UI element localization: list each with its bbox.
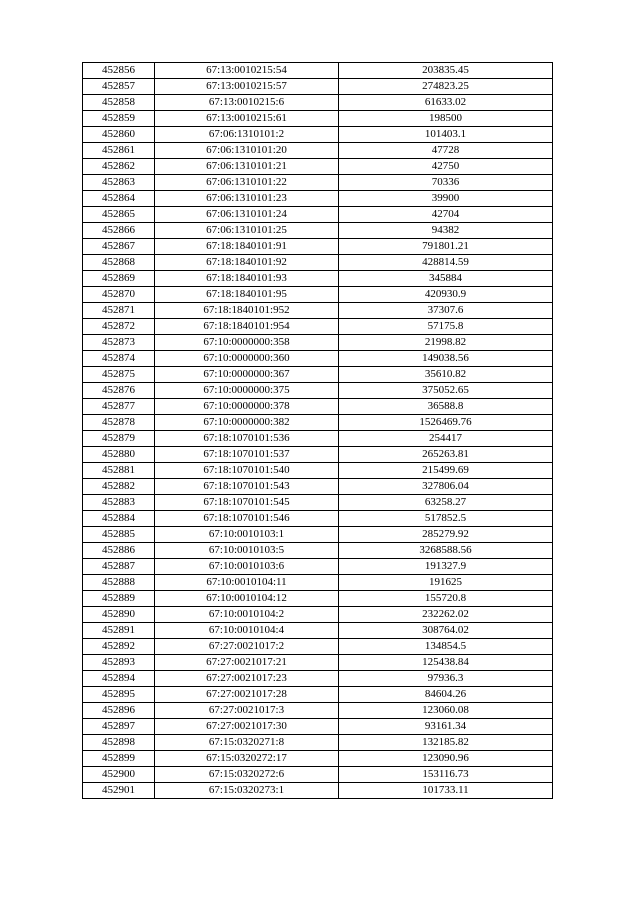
cadastral-number-cell: 67:10:0010104:2 <box>155 607 339 623</box>
cadastral-number-cell: 67:06:1310101:22 <box>155 175 339 191</box>
value-cell: 517852.5 <box>339 511 553 527</box>
value-cell: 308764.02 <box>339 623 553 639</box>
value-cell: 123060.08 <box>339 703 553 719</box>
table-row <box>83 335 553 351</box>
table-row <box>83 431 553 447</box>
row-number-cell: 452863 <box>83 175 155 191</box>
value-cell: 35610.82 <box>339 367 553 383</box>
table-row <box>83 463 553 479</box>
cadastral-number-cell: 67:13:0010215:61 <box>155 111 339 127</box>
row-number-cell: 452889 <box>83 591 155 607</box>
row-number-cell: 452871 <box>83 303 155 319</box>
row-number-cell: 452880 <box>83 447 155 463</box>
cadastral-number-cell: 67:18:1840101:954 <box>155 319 339 335</box>
cadastral-number-cell: 67:18:1070101:540 <box>155 463 339 479</box>
value-cell: 791801.21 <box>339 239 553 255</box>
value-cell: 134854.5 <box>339 639 553 655</box>
cadastral-number-cell: 67:15:0320271:8 <box>155 735 339 751</box>
table-row <box>83 479 553 495</box>
value-cell: 215499.69 <box>339 463 553 479</box>
table-row <box>83 255 553 271</box>
table-row <box>83 655 553 671</box>
value-cell: 42704 <box>339 207 553 223</box>
cadastral-number-cell: 67:13:0010215:54 <box>155 63 339 79</box>
row-number-cell: 452884 <box>83 511 155 527</box>
cadastral-number-cell: 67:18:1840101:95 <box>155 287 339 303</box>
cadastral-number-cell: 67:10:0010103:6 <box>155 559 339 575</box>
value-cell: 132185.82 <box>339 735 553 751</box>
row-number-cell: 452885 <box>83 527 155 543</box>
value-cell: 125438.84 <box>339 655 553 671</box>
row-number-cell: 452873 <box>83 335 155 351</box>
value-cell: 191625 <box>339 575 553 591</box>
value-cell: 61633.02 <box>339 95 553 111</box>
value-cell: 375052.65 <box>339 383 553 399</box>
row-number-cell: 452875 <box>83 367 155 383</box>
table-row <box>83 159 553 175</box>
row-number-cell: 452881 <box>83 463 155 479</box>
value-cell: 232262.02 <box>339 607 553 623</box>
row-number-cell: 452856 <box>83 63 155 79</box>
row-number-cell: 452866 <box>83 223 155 239</box>
table-row <box>83 239 553 255</box>
value-cell: 39900 <box>339 191 553 207</box>
table-row <box>83 671 553 687</box>
row-number-cell: 452887 <box>83 559 155 575</box>
value-cell: 285279.92 <box>339 527 553 543</box>
cadastral-number-cell: 67:27:0021017:3 <box>155 703 339 719</box>
value-cell: 3268588.56 <box>339 543 553 559</box>
cadastral-number-cell: 67:18:1070101:546 <box>155 511 339 527</box>
cadastral-number-cell: 67:27:0021017:28 <box>155 687 339 703</box>
table-row <box>83 79 553 95</box>
cadastral-number-cell: 67:18:1840101:93 <box>155 271 339 287</box>
value-cell: 274823.25 <box>339 79 553 95</box>
cadastral-number-cell: 67:18:1070101:537 <box>155 447 339 463</box>
value-cell: 57175.8 <box>339 319 553 335</box>
row-number-cell: 452898 <box>83 735 155 751</box>
cadastral-number-cell: 67:18:1840101:952 <box>155 303 339 319</box>
table-row <box>83 143 553 159</box>
table-row <box>83 175 553 191</box>
table-row <box>83 591 553 607</box>
row-number-cell: 452879 <box>83 431 155 447</box>
value-cell: 153116.73 <box>339 767 553 783</box>
cadastral-number-cell: 67:27:0021017:23 <box>155 671 339 687</box>
table-row <box>83 111 553 127</box>
cadastral-number-cell: 67:15:0320273:1 <box>155 783 339 799</box>
value-cell: 93161.34 <box>339 719 553 735</box>
cadastral-number-cell: 67:06:1310101:23 <box>155 191 339 207</box>
cadastral-number-cell: 67:10:0010104:11 <box>155 575 339 591</box>
value-cell: 63258.27 <box>339 495 553 511</box>
row-number-cell: 452883 <box>83 495 155 511</box>
value-cell: 327806.04 <box>339 479 553 495</box>
cadastral-number-cell: 67:10:0010103:5 <box>155 543 339 559</box>
row-number-cell: 452896 <box>83 703 155 719</box>
cadastral-number-cell: 67:13:0010215:57 <box>155 79 339 95</box>
row-number-cell: 452862 <box>83 159 155 175</box>
table-row <box>83 735 553 751</box>
row-number-cell: 452897 <box>83 719 155 735</box>
table-row <box>83 511 553 527</box>
value-cell: 265263.81 <box>339 447 553 463</box>
cadastral-number-cell: 67:18:1070101:543 <box>155 479 339 495</box>
cadastral-number-cell: 67:06:1310101:24 <box>155 207 339 223</box>
row-number-cell: 452895 <box>83 687 155 703</box>
value-cell: 101403.1 <box>339 127 553 143</box>
table-row <box>83 447 553 463</box>
table-row <box>83 415 553 431</box>
cadastral-number-cell: 67:06:1310101:25 <box>155 223 339 239</box>
table-row <box>83 351 553 367</box>
table-row <box>83 287 553 303</box>
row-number-cell: 452900 <box>83 767 155 783</box>
value-cell: 191327.9 <box>339 559 553 575</box>
row-number-cell: 452877 <box>83 399 155 415</box>
cadastral-number-cell: 67:15:0320272:6 <box>155 767 339 783</box>
table-row <box>83 127 553 143</box>
row-number-cell: 452874 <box>83 351 155 367</box>
value-cell: 428814.59 <box>339 255 553 271</box>
value-cell: 123090.96 <box>339 751 553 767</box>
row-number-cell: 452867 <box>83 239 155 255</box>
value-cell: 97936.3 <box>339 671 553 687</box>
value-cell: 345884 <box>339 271 553 287</box>
table-row <box>83 623 553 639</box>
value-cell: 42750 <box>339 159 553 175</box>
table-row <box>83 719 553 735</box>
cadastral-number-cell: 67:13:0010215:6 <box>155 95 339 111</box>
value-cell: 70336 <box>339 175 553 191</box>
row-number-cell: 452868 <box>83 255 155 271</box>
table-body <box>83 63 553 799</box>
cadastral-number-cell: 67:10:0000000:358 <box>155 335 339 351</box>
value-cell: 101733.11 <box>339 783 553 799</box>
table-row <box>83 527 553 543</box>
row-number-cell: 452878 <box>83 415 155 431</box>
cadastral-number-cell: 67:10:0000000:367 <box>155 367 339 383</box>
cadastral-number-cell: 67:15:0320272:17 <box>155 751 339 767</box>
row-number-cell: 452890 <box>83 607 155 623</box>
row-number-cell: 452860 <box>83 127 155 143</box>
cadastral-number-cell: 67:27:0021017:21 <box>155 655 339 671</box>
value-cell: 47728 <box>339 143 553 159</box>
row-number-cell: 452872 <box>83 319 155 335</box>
cadastral-number-cell: 67:06:1310101:21 <box>155 159 339 175</box>
value-cell: 155720.8 <box>339 591 553 607</box>
cadastral-number-cell: 67:10:0000000:360 <box>155 351 339 367</box>
cadastral-number-cell: 67:18:1840101:92 <box>155 255 339 271</box>
cadastral-number-cell: 67:10:0000000:378 <box>155 399 339 415</box>
row-number-cell: 452857 <box>83 79 155 95</box>
value-cell: 420930.9 <box>339 287 553 303</box>
cadastral-number-cell: 67:18:1070101:536 <box>155 431 339 447</box>
value-cell: 84604.26 <box>339 687 553 703</box>
table-row <box>83 367 553 383</box>
table-row <box>83 271 553 287</box>
row-number-cell: 452858 <box>83 95 155 111</box>
cadastral-number-cell: 67:10:0010103:1 <box>155 527 339 543</box>
row-number-cell: 452901 <box>83 783 155 799</box>
table-row <box>83 783 553 799</box>
row-number-cell: 452864 <box>83 191 155 207</box>
row-number-cell: 452899 <box>83 751 155 767</box>
table-row <box>83 63 553 79</box>
value-cell: 94382 <box>339 223 553 239</box>
row-number-cell: 452861 <box>83 143 155 159</box>
row-number-cell: 452882 <box>83 479 155 495</box>
cadastral-number-cell: 67:10:0000000:382 <box>155 415 339 431</box>
row-number-cell: 452859 <box>83 111 155 127</box>
cadastral-number-cell: 67:27:0021017:2 <box>155 639 339 655</box>
table-row <box>83 687 553 703</box>
table-row <box>83 223 553 239</box>
table-row <box>83 703 553 719</box>
table-row <box>83 639 553 655</box>
data-table <box>82 62 553 799</box>
table-row <box>83 543 553 559</box>
table-row <box>83 319 553 335</box>
table-row <box>83 767 553 783</box>
cadastral-number-cell: 67:18:1840101:91 <box>155 239 339 255</box>
row-number-cell: 452891 <box>83 623 155 639</box>
cadastral-number-cell: 67:06:1310101:2 <box>155 127 339 143</box>
cadastral-number-cell: 67:10:0010104:4 <box>155 623 339 639</box>
row-number-cell: 452894 <box>83 671 155 687</box>
value-cell: 149038.56 <box>339 351 553 367</box>
value-cell: 254417 <box>339 431 553 447</box>
value-cell: 37307.6 <box>339 303 553 319</box>
row-number-cell: 452870 <box>83 287 155 303</box>
cadastral-number-cell: 67:10:0010104:12 <box>155 591 339 607</box>
value-cell: 198500 <box>339 111 553 127</box>
table-row <box>83 383 553 399</box>
cadastral-number-cell: 67:27:0021017:30 <box>155 719 339 735</box>
row-number-cell: 452876 <box>83 383 155 399</box>
row-number-cell: 452888 <box>83 575 155 591</box>
table-row <box>83 303 553 319</box>
table-row <box>83 207 553 223</box>
value-cell: 21998.82 <box>339 335 553 351</box>
value-cell: 203835.45 <box>339 63 553 79</box>
row-number-cell: 452865 <box>83 207 155 223</box>
table-row <box>83 575 553 591</box>
table-row <box>83 559 553 575</box>
cadastral-number-cell: 67:10:0000000:375 <box>155 383 339 399</box>
table-row <box>83 751 553 767</box>
row-number-cell: 452893 <box>83 655 155 671</box>
value-cell: 36588.8 <box>339 399 553 415</box>
table-row <box>83 191 553 207</box>
value-cell: 1526469.76 <box>339 415 553 431</box>
table-row <box>83 607 553 623</box>
row-number-cell: 452892 <box>83 639 155 655</box>
table-row <box>83 495 553 511</box>
row-number-cell: 452869 <box>83 271 155 287</box>
cadastral-number-cell: 67:06:1310101:20 <box>155 143 339 159</box>
cadastral-number-cell: 67:18:1070101:545 <box>155 495 339 511</box>
table-row <box>83 95 553 111</box>
row-number-cell: 452886 <box>83 543 155 559</box>
table-row <box>83 399 553 415</box>
